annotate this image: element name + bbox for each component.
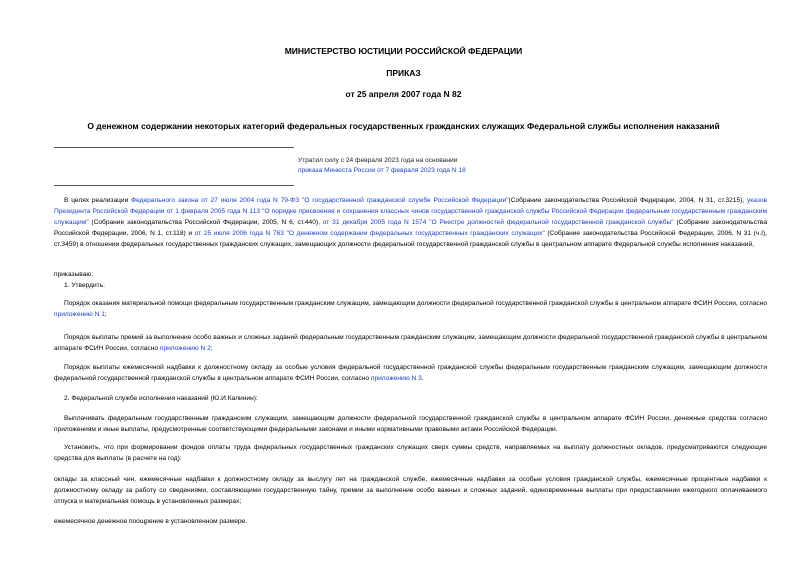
paragraph-end: ;: [210, 345, 213, 352]
preamble-text: (Собрание законодательства Российской Федерации, 2004, N 31, ст.3215),: [508, 197, 747, 204]
monthly-bonus-paragraph: ежемесячное денежное поощрение в установленном размере.: [54, 518, 248, 525]
top-divider: [54, 147, 294, 148]
federal-law-link[interactable]: Федерального закона от 27 июля 2004 года N 79-ФЗ "О государственной гражданской службе Российской Федерации": [131, 197, 509, 204]
doc-type-heading: ПРИКАЗ: [386, 68, 421, 78]
preamble-text: В целях реализации: [64, 197, 132, 204]
order-word: приказываю:: [54, 271, 94, 278]
paragraph-text: Порядок выплаты премий за выполнение особо важных и сложных заданий федеральным государственным гражданским служащим, замещающим должности федеральной государственной гражданской службы в центральном аппарате ФСИН России, согласно: [54, 334, 767, 352]
decree-763-link[interactable]: от 25 июля 2006 года N 763 "О денежном содержании федеральных государственных гражданских служащих": [194, 230, 545, 237]
funds-paragraph: Установить, что при формировании фондов оплаты труда федеральных государственных гражданских служащих сверх суммы средств, направляемых на выплату должностных окладов, предусматриваются следующие средства для выплаты (в расчете на год):: [54, 444, 767, 462]
allowances-paragraph: оклады за классный чин, ежемесячные надбавки к должностному окладу за выслугу лет на гражданской службе, ежемесячные надбавки за особые условия гражданской службы, ежемесячные процентные надбавки к должностному окладу за работу со сведениями, составляющими государственную тайну, премии за выполнение особо важных и сложных заданий, единовременные выплаты при предоставлении ежегодного оплачиваемого отпуска и материальная помощь в установленных размерах;: [54, 476, 767, 505]
expiration-note: [298, 156, 558, 176]
preamble-text: (Собрание законодательства Российской Федерации, 2006, N 1, ст.118) и: [54, 219, 767, 237]
appendix-2-link[interactable]: приложению N 2: [159, 345, 211, 352]
paragraph-end: ;: [104, 311, 107, 318]
presidential-decree-113-link[interactable]: указов Президента Российской Федерации от 1 февраля 2005 года N 113 "О порядке присвоения и сохранения классных чинов государственной гражданской службы Российской Федерации федеральным государственным гражданским служащим": [54, 197, 767, 226]
date-number-heading: от 25 апреля 2007 года N 82: [345, 89, 462, 99]
appendix-2-paragraph: [54, 332, 767, 354]
paragraph-text: Порядок выплаты ежемесячной надбавки к должностному окладу за особые условия федеральной государственной гражданской службы федеральным государственным гражданским служащим, замещающим должности федеральной государственной гражданской службы в центральном аппарате ФСИН России, согласно: [54, 364, 767, 382]
ministry-heading: МИНИСТЕРСТВО ЮСТИЦИИ РОССИЙСКОЙ ФЕДЕРАЦИИ: [284, 46, 523, 56]
appendix-3-link[interactable]: приложению N 3: [370, 375, 422, 382]
payments-paragraph: Выплачивать федеральным государственным гражданским служащим, замещающим должности федеральной государственной гражданской службы в центральном аппарате ФСИН России, денежные средства согласно приложениям и иные выплаты, предусмотренные соответствующими федеральными законами и иными нормативными правовыми актами Российской Федерации.: [54, 415, 767, 433]
decree-1574-link[interactable]: от 31 декабря 2005 года N 1574 "О Реестре должностей федеральной государственной гражданской службы": [322, 219, 674, 226]
preamble-text: (Собрание законодательства Российской Федерации, 2005, N 6, ст.440),: [88, 219, 323, 226]
expiration-order-link[interactable]: приказа Минюста России от 7 февраля 2023 года N 18: [298, 167, 466, 174]
item-2-heading: 2. Федеральной службе исполнения наказаний (Ю.И.Калинин):: [64, 395, 258, 402]
expiration-text: Утратил силу с 24 февраля 2023 года на основании: [298, 157, 458, 164]
appendix-1-paragraph: [54, 298, 767, 320]
preamble-text: (Собрание законодательства Российской Федерации, 2006, N 31 (ч.I), ст.3459) в отношении федеральных государственных гражданских служащих, замещающих должности федеральной государственной гражданской службы в центральном аппарате Федеральной службы исполнения наказаний,: [54, 230, 768, 248]
appendix-3-paragraph: [54, 362, 767, 384]
item-1-heading: 1. Утвердить:: [64, 282, 105, 289]
bottom-divider: [54, 185, 294, 186]
page-title: О денежном содержании некоторых категорий федеральных государственных гражданских служащих Федеральной службы исполнения наказаний: [87, 121, 720, 131]
paragraph-end: .: [421, 375, 424, 382]
paragraph-text: Порядок оказания материальной помощи федеральным государственным гражданским служащим, замещающим должности федеральной государственной гражданской службы в центральном аппарате ФСИН России, согласно: [64, 300, 767, 307]
appendix-1-link[interactable]: приложению N 1: [54, 311, 105, 318]
preamble-paragraph: [54, 195, 767, 250]
